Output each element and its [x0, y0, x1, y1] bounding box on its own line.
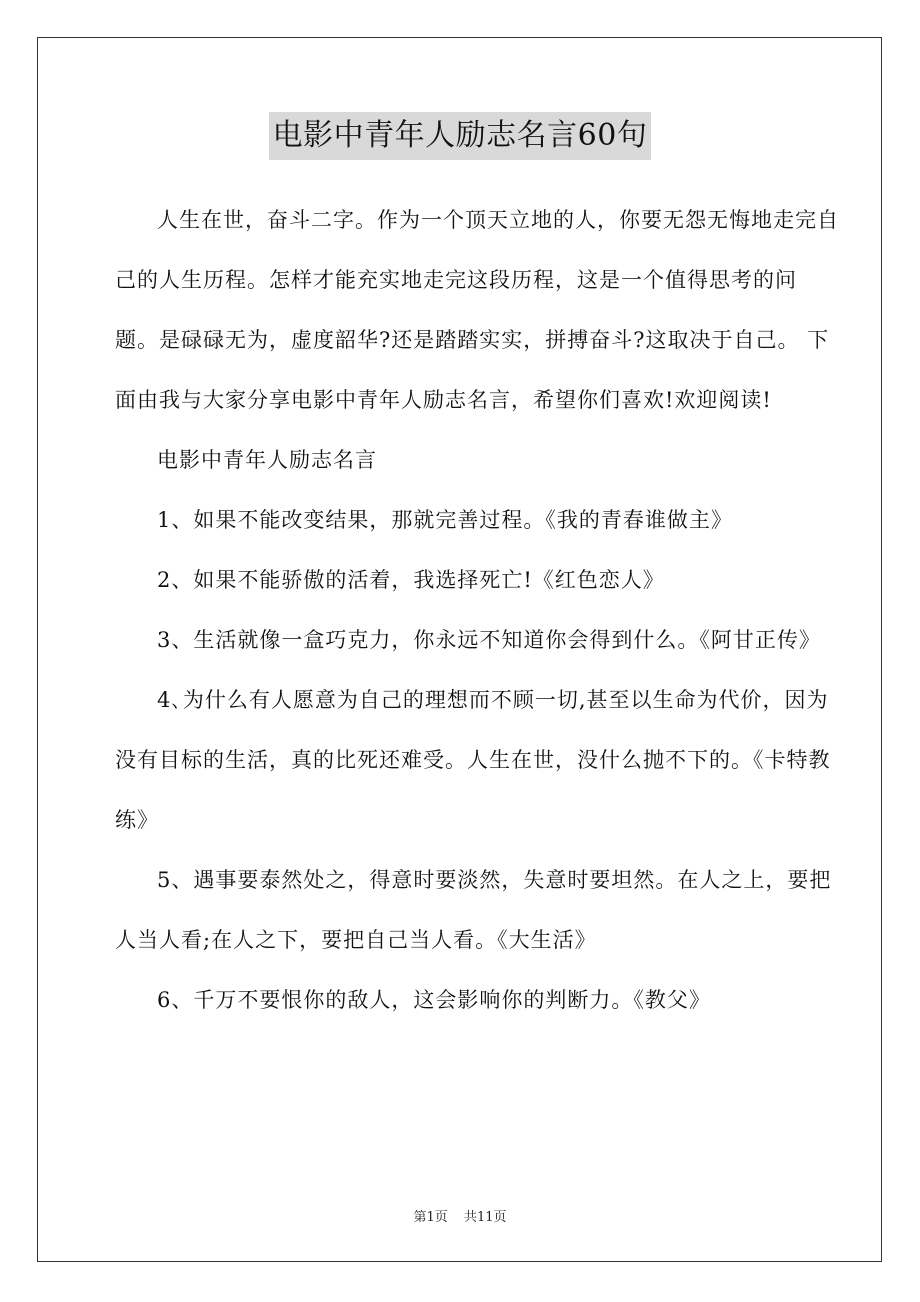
quote-item-4: 4､为什么有人愿意为自己的理想而不顾一切,甚至以生命为代价，因为没有目标的生活，真的比死还难受。人生在世，没什么抛不下的。《卡特教练》	[115, 688, 831, 832]
document-body	[115, 190, 840, 1030]
page-total: 共11页	[463, 1210, 507, 1225]
quote-item-6: 6、千万不要恨你的敌人，这会影响你的判断力。《教父》	[157, 988, 711, 1012]
quote-item-2: 2、如果不能骄傲的活着，我选择死亡!《红色恋人》	[157, 568, 665, 592]
page-footer	[0, 1206, 920, 1225]
quote-item-1: 1、如果不能改变结果，那就完善过程。《我的青春谁做主》	[157, 508, 733, 532]
title-container	[0, 112, 920, 160]
quote-item-3: 3、生活就像一盒巧克力，你永远不知道你会得到什么。《阿甘正传》	[157, 628, 821, 652]
section-heading: 电影中青年人励志名言	[157, 448, 377, 472]
document-title: 电影中青年人励志名言60句	[269, 112, 652, 160]
quote-item-5: 5、遇事要泰然处之，得意时要淡然，失意时要坦然。在人之上，要把人当人看;在人之下，要把自己当人看。《大生活》	[115, 868, 832, 952]
intro-paragraph: 人生在世，奋斗二字。作为一个顶天立地的人，你要无怨无悔地走完自己的人生历程。怎样才能充实地走完这段历程，这是一个值得思考的问题。是碌碌无为，虚度韶华?还是踏踏实实，拼搏奋斗?这取决于自己。 下面由我与大家分享电影中青年人励志名言，希望你们喜欢!欢迎阅读!	[115, 208, 839, 412]
page-number: 第1页	[413, 1210, 448, 1225]
